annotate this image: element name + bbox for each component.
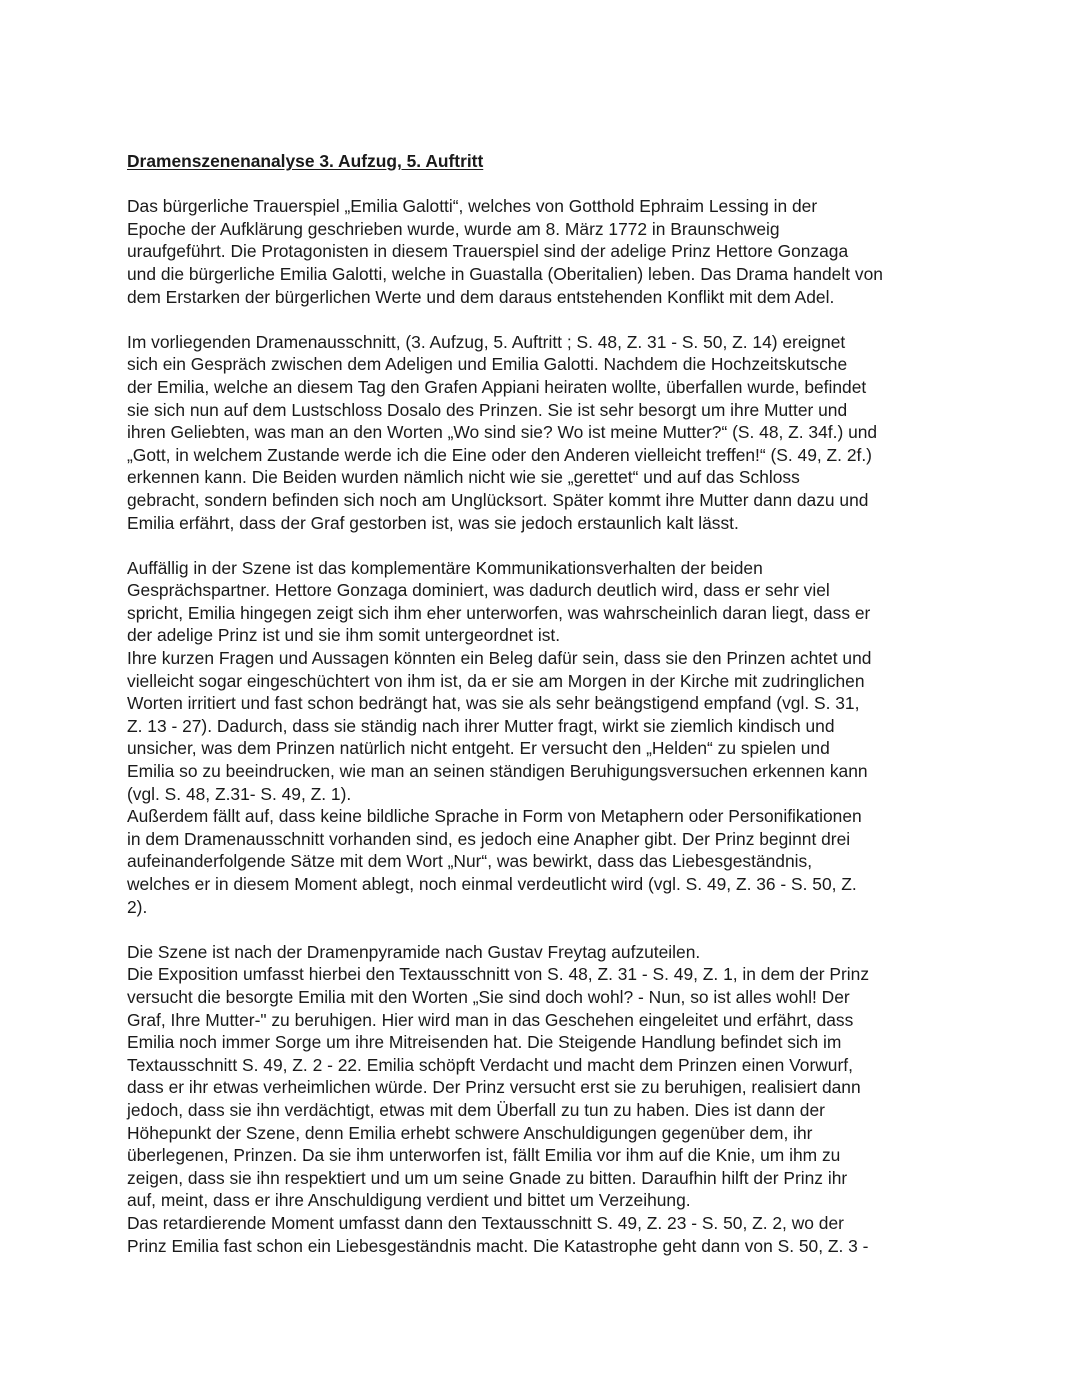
text-line: Textausschnitt S. 49, Z. 2 - 22. Emilia schöpft Verdacht und macht dem Prinzen einen Vorwurf,	[127, 1054, 853, 1075]
text-line: sie sich nun auf dem Lustschloss Dosalo des Prinzen. Sie ist sehr besorgt um ihre Mutter und	[127, 399, 848, 420]
text-line: gebracht, sondern befinden sich noch am Unglücksort. Später kommt ihre Mutter dann dazu und	[127, 489, 869, 510]
text-line: Emilia so zu beeindrucken, wie man an seinen ständigen Beruhigungsversuchen erkennen kann	[127, 761, 868, 782]
text-line: der adelige Prinz ist und sie ihm somit untergeordnet ist.	[127, 625, 561, 646]
text-line: Emilia noch immer Sorge um ihre Mitreisenden hat. Die Steigende Handlung befindet sich im	[127, 1032, 842, 1053]
text-line: unsicher, was dem Prinzen natürlich nicht entgeht. Er versucht den „Helden“ zu spielen und	[127, 738, 830, 759]
text-line: (vgl. S. 48, Z.31- S. 49, Z. 1).	[127, 783, 352, 804]
text-line: Ihre kurzen Fragen und Aussagen könnten ein Beleg dafür sein, dass sie den Prinzen achtet und	[127, 648, 872, 669]
text-line: und die bürgerliche Emilia Galotti, welche in Guastalla (Oberitalien) leben. Das Drama handelt von	[127, 263, 883, 284]
text-line: der Emilia, welche an diesem Tag den Grafen Appiani heiraten wollte, überfallen wurde, befindet	[127, 376, 867, 397]
text-line: Z. 13 - 27). Dadurch, dass sie ständig nach ihrer Mutter fragt, wirkt sie ziemlich kindisch und	[127, 715, 835, 736]
text-line: welches er in diesem Moment ablegt, noch einmal verdeutlicht wird (vgl. S. 49, Z. 36 - S. 50, Z.	[127, 874, 857, 894]
text-line: Die Szene ist nach der Dramenpyramide nach Gustav Freytag aufzuteilen.	[127, 941, 701, 962]
text-line: dem Erstarken der bürgerlichen Werte und dem daraus entstehenden Konflikt mit dem Adel.	[127, 286, 835, 307]
text-line: sich ein Gespräch zwischen dem Adeligen und Emilia Galotti. Nachdem die Hochzeitskutsche	[127, 354, 848, 375]
text-line: spricht, Emilia hingegen zeigt sich ihm eher unterworfen, was wahrscheinlich daran liegt, dass er	[127, 602, 871, 623]
text-line: dass er ihr etwas verheimlichen würde. Der Prinz versucht erst sie zu beruhigen, realisiert dann	[127, 1077, 861, 1098]
text-line: erkennen kann. Die Beiden wurden nämlich nicht wie sie „gerettet“ und auf das Schloss	[127, 467, 800, 488]
text-line: Gesprächspartner. Hettore Gonzaga dominiert, was dadurch deutlich wird, dass er sehr viel	[127, 580, 830, 601]
text-line: überlegenen, Prinzen. Da sie ihm unterworfen ist, fällt Emilia vor ihm auf die Knie, um ihm zu	[127, 1145, 841, 1166]
text-line: Prinz Emilia fast schon ein Liebesgeständnis macht. Die Katastrophe geht dann von S. 50, Z. 3 -	[127, 1235, 869, 1256]
text-line: zeigen, dass sie ihn respektiert und um um seine Gnade zu bitten. Daraufhin hilft der Prinz ihr	[127, 1167, 848, 1188]
text-line: versucht die besorgte Emilia mit den Worten „Sie sind doch wohl? - Nun, so ist alles wohl! Der	[127, 986, 850, 1007]
text-line: ihren Geliebten, was man an den Worten „Wo sind sie? Wo ist meine Mutter?“ (S. 48, Z. 34f.) und	[127, 422, 878, 443]
paragraph-3	[127, 557, 957, 919]
text-line: Höhepunkt der Szene, denn Emilia erhebt schwere Anschuldigungen gegenüber dem, ihr	[127, 1122, 813, 1143]
text-line: jedoch, dass sie ihn verdächtigt, etwas mit dem Überfall zu tun zu haben. Dies ist dann der	[127, 1099, 825, 1120]
text-line: vielleicht sogar eingeschüchtert von ihm ist, da er sie am Morgen in der Kirche mit zudringlichen	[127, 670, 865, 691]
paragraph-2	[127, 331, 957, 534]
text-line: Worten irritiert und fast schon bedrängt hat, was sie als sehr beängstigend empfand (vgl. S. 31,	[127, 693, 860, 714]
text-line: auf, meint, dass er ihre Anschuldigung verdient und bittet um Verzeihung.	[127, 1190, 691, 1211]
text-line: Auffällig in der Szene ist das komplementäre Kommunikationsverhalten der beiden	[127, 557, 763, 578]
text-line: Graf, Ihre Mutter-" zu beruhigen. Hier wird man in das Geschehen eingeleitet und erfährt, dass	[127, 1009, 854, 1030]
text-line: Außerdem fällt auf, dass keine bildliche Sprache in Form von Metaphern oder Personifikationen	[127, 806, 862, 827]
text-line: Das bürgerliche Trauerspiel „Emilia Galotti“, welches von Gotthold Ephraim Lessing in der	[127, 196, 818, 217]
text-line: „Gott, in welchem Zustande werde ich die Eine oder den Anderen vielleicht treffen!“ (S. 49, Z. 2f.)	[127, 444, 872, 465]
text-line: 2).	[127, 896, 148, 917]
text-line: Im vorliegenden Dramenausschnitt, (3. Aufzug, 5. Auftritt ; S. 48, Z. 31 - S. 50, Z. 14) ereignet	[127, 331, 846, 352]
text-line: Epoche der Aufklärung geschrieben wurde, wurde am 8. März 1772 in Braunschweig	[127, 218, 780, 239]
document-title: Dramenszenenanalyse 3. Aufzug, 5. Auftritt	[127, 151, 484, 171]
paragraph-container	[127, 195, 957, 1257]
text-line: in dem Dramenausschnitt vorhanden sind, es jedoch eine Anapher gibt. Der Prinz beginnt drei	[127, 828, 851, 849]
text-line: Die Exposition umfasst hierbei den Textausschnitt von S. 48, Z. 31 - S. 49, Z. 1, in dem der Prinz	[127, 964, 870, 985]
text-line: uraufgeführt. Die Protagonisten in diesem Trauerspiel sind der adelige Prinz Hettore Gonzaga	[127, 241, 849, 262]
text-line: Das retardierende Moment umfasst dann den Textausschnitt S. 49, Z. 23 - S. 50, Z. 2, wo der	[127, 1212, 844, 1233]
paragraph-1	[127, 195, 957, 308]
text-line: aufeinanderfolgende Sätze mit dem Wort „Nur“, was bewirkt, dass das Liebesgeständnis,	[127, 851, 813, 872]
paragraph-4	[127, 941, 957, 1257]
document-body	[127, 150, 957, 1280]
text-line: Emilia erfährt, dass der Graf gestorben ist, was sie jedoch erstaunlich kalt lässt.	[127, 512, 739, 533]
